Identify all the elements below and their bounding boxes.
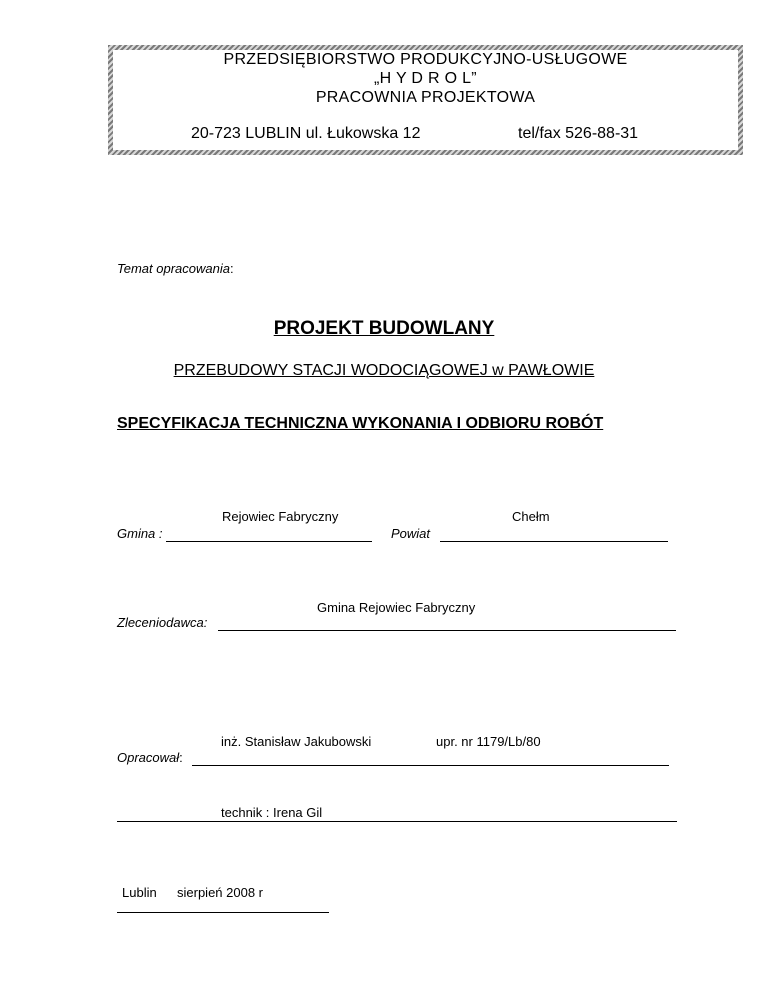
zleceniodawca-value: Gmina Rejowiec Fabryczny [317, 600, 476, 615]
header-box [108, 45, 743, 155]
technik-name: technik : Irena Gil [221, 805, 323, 820]
company-brand: „H Y D R O L” [374, 70, 477, 87]
author-license: upr. nr 1179/Lb/80 [436, 734, 541, 749]
zleceniodawca-label: Zleceniodawca: [117, 615, 208, 630]
gmina-line [166, 541, 372, 542]
company-department: PRACOWNIA PROJEKTOWA [315, 89, 536, 106]
footer-city: Lublin [122, 885, 157, 900]
company-phone: tel/fax 526-88-31 [518, 125, 639, 142]
powiat-line [440, 541, 668, 542]
company-name: PRZEDSIĘBIORSTWO PRODUKCYJNO-USŁUGOWE [223, 51, 628, 68]
topic-label: Temat opracowania: [117, 261, 234, 276]
footer-date: sierpień 2008 r [177, 885, 263, 900]
author-name: inż. Stanisław Jakubowski [221, 734, 372, 749]
powiat-value: Chełm [512, 509, 550, 524]
gmina-value: Rejowiec Fabryczny [222, 509, 339, 524]
spec-title: SPECYFIKACJA TECHNICZNA WYKONANIA I ODBIORU ROBÓT [117, 415, 604, 432]
opracowal-label: Opracował: [117, 750, 183, 765]
project-subtitle: PRZEBUDOWY STACJI WODOCIĄGOWEJ w PAWŁOWIE [173, 362, 595, 379]
gmina-label: Gmina : [117, 526, 163, 541]
opracowal-line [192, 765, 669, 766]
zleceniodawca-line [218, 630, 676, 631]
footer-line [117, 912, 329, 913]
powiat-label: Powiat [391, 526, 431, 541]
page-title: PROJEKT BUDOWLANY [273, 318, 495, 339]
technik-line [117, 821, 677, 822]
company-address: 20-723 LUBLIN ul. Łukowska 12 [191, 125, 421, 142]
